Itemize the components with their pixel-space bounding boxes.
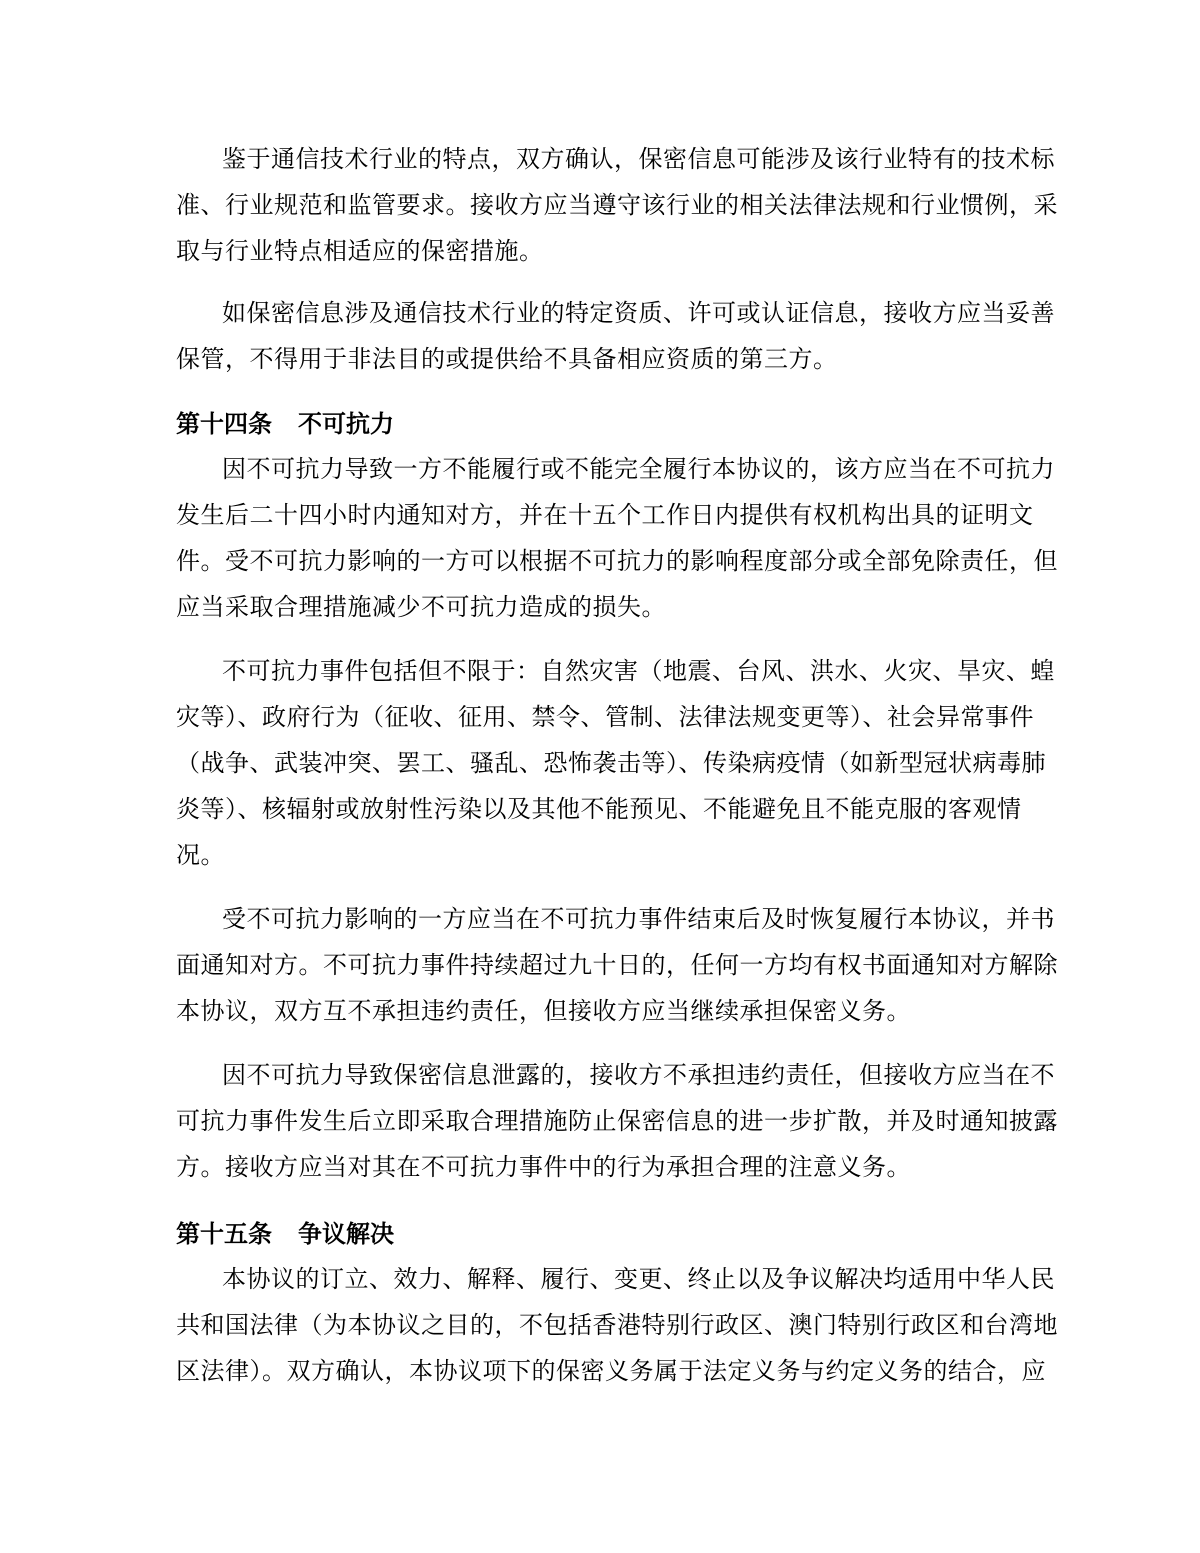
- paragraph-line: 保管，不得用于非法目的或提供给不具备相应资质的第三方。: [176, 345, 838, 373]
- paragraph-line: 本协议，双方互不承担违约责任，但接收方应当继续承担保密义务。: [176, 997, 911, 1025]
- article-number: 第十四条: [176, 410, 272, 438]
- paragraph-line: 本协议的订立、效力、解释、履行、变更、终止以及争议解决均适用中华人民: [222, 1265, 1055, 1293]
- paragraph-line: 如保密信息涉及通信技术行业的特定资质、许可或认证信息，接收方应当妥善: [222, 299, 1055, 327]
- article-title: 不可抗力: [298, 410, 394, 438]
- paragraph-line: 灾等）、政府行为（征收、征用、禁令、管制、法律法规变更等）、社会异常事件: [176, 703, 1034, 731]
- paragraph: [176, 896, 1058, 1034]
- paragraph-line: 况。: [176, 841, 225, 869]
- paragraph-line: 取与行业特点相适应的保密措施。: [176, 237, 544, 265]
- paragraph: [176, 1256, 1058, 1394]
- paragraph-line: 鉴于通信技术行业的特点，双方确认，保密信息可能涉及该行业特有的技术标: [222, 145, 1055, 173]
- article-heading: [176, 1214, 394, 1254]
- paragraph: [176, 290, 1055, 382]
- paragraph-line: 方。接收方应当对其在不可抗力事件中的行为承担合理的注意义务。: [176, 1153, 911, 1181]
- paragraph-line: 因不可抗力导致一方不能履行或不能完全履行本协议的，该方应当在不可抗力: [222, 455, 1055, 483]
- paragraph-line: 件。受不可抗力影响的一方可以根据不可抗力的影响程度部分或全部免除责任，但: [176, 547, 1058, 575]
- paragraph-line: 因不可抗力导致保密信息泄露的，接收方不承担违约责任，但接收方应当在不: [222, 1061, 1055, 1089]
- paragraph-line: 炎等）、核辐射或放射性污染以及其他不能预见、不能避免且不能克服的客观情: [176, 795, 1022, 823]
- paragraph-line: 应当采取合理措施减少不可抗力造成的损失。: [176, 593, 666, 621]
- paragraph-line: 发生后二十四小时内通知对方，并在十五个工作日内提供有权机构出具的证明文: [176, 501, 1034, 529]
- paragraph-line: 准、行业规范和监管要求。接收方应当遵守该行业的相关法律法规和行业惯例，采: [176, 191, 1058, 219]
- paragraph-line: 不可抗力事件包括但不限于：自然灾害（地震、台风、洪水、火灾、旱灾、蝗: [222, 657, 1055, 685]
- paragraph-line: 可抗力事件发生后立即采取合理措施防止保密信息的进一步扩散，并及时通知披露: [176, 1107, 1058, 1135]
- paragraph-line: 共和国法律（为本协议之目的，不包括香港特别行政区、澳门特别行政区和台湾地: [176, 1311, 1058, 1339]
- paragraph: [176, 1052, 1058, 1190]
- article-number: 第十五条: [176, 1220, 272, 1248]
- paragraph: [176, 648, 1055, 878]
- paragraph-line: 区法律）。双方确认，本协议项下的保密义务属于法定义务与约定义务的结合，应: [176, 1357, 1046, 1385]
- article-title: 争议解决: [298, 1220, 394, 1248]
- paragraph: [176, 446, 1058, 630]
- paragraph-line: 受不可抗力影响的一方应当在不可抗力事件结束后及时恢复履行本协议，并书: [222, 905, 1055, 933]
- paragraph-line: 面通知对方。不可抗力事件持续超过九十日的，任何一方均有权书面通知对方解除: [176, 951, 1058, 979]
- paragraph-line: （战争、武装冲突、罢工、骚乱、恐怖袭击等）、传染病疫情（如新型冠状病毒肺: [176, 749, 1046, 777]
- article-heading: [176, 404, 394, 444]
- paragraph: [176, 136, 1058, 274]
